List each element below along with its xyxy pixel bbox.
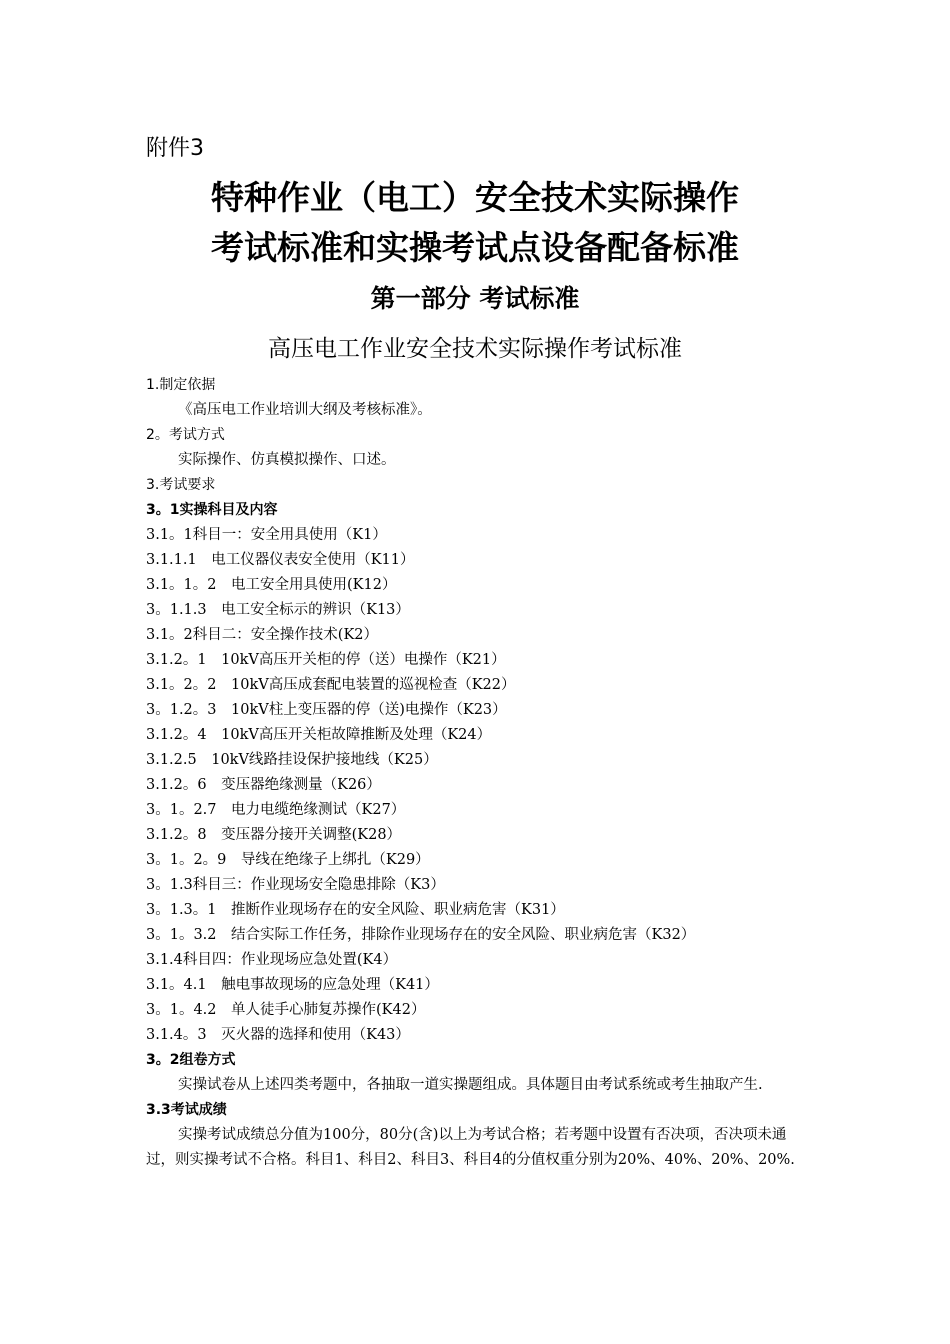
section-body-method: 实际操作、仿真模拟操作、口述。 [178, 452, 396, 468]
list-item: 3。1.1.3 电工安全标示的辨识（K13） [146, 602, 410, 618]
list-item: 3.1.4科目四：作业现场应急处置(K4） [146, 952, 398, 968]
list-item: 3。1.3科目三：作业现场安全隐患排除（K3） [146, 877, 445, 893]
list-item: 3.1.2.5 10kV线路挂设保护接地线（K25） [146, 752, 438, 768]
list-item: 3。1。4.2 单人徒手心肺复苏操作(K42） [146, 1002, 426, 1018]
list-item: 3.1.4。3 灭火器的选择和使用（K43） [146, 1027, 410, 1043]
list-item: 3.1.1.1 电工仪器仪表安全使用（K11） [146, 552, 415, 568]
document-body [146, 373, 806, 1173]
list-item: 3.1。2。2 10kV高压成套配电装置的巡视检查（K22） [146, 677, 516, 693]
paragraph-paper: 实操试卷从上述四类考题中，各抽取一道实操题组成。具体题目由考试系统或考生抽取产生. [178, 1077, 763, 1093]
subsection-heading-paper: 3。2组卷方式 [146, 1052, 236, 1068]
list-item: 3.1。1。2 电工安全用具使用(K12） [146, 577, 397, 593]
list-item: 3.1。1科目一：安全用具使用（K1） [146, 527, 387, 543]
list-item: 3。1.3。1 推断作业现场存在的安全风险、职业病危害（K31） [146, 902, 565, 918]
part-heading: 第一部分 考试标准 [370, 284, 580, 313]
standard-subtitle: 高压电工作业安全技术实际操作考试标准 [268, 336, 682, 362]
section-body-basis: 《高压电工作业培训大纲及考核标准》。 [178, 402, 432, 418]
paragraph-score: 实操考试成绩总分值为100分，80分(含)以上为考试合格；若考题中设置有否决项，否决项未通过，则实操考试不合格。科目1、科目2、科目3、科目4的分值权重分别为20%、40%、20%、20%. [146, 1127, 795, 1168]
attachment-label: 附件3 [146, 136, 204, 161]
document-title-line-2: 考试标准和实操考试点设备配备标准 [211, 228, 739, 267]
list-item: 3.1。4.1 触电事故现场的应急处理（K41） [146, 977, 439, 993]
list-item: 3.1.2。8 变压器分接开关调整(K28） [146, 827, 402, 843]
section-heading-requirements: 3.考试要求 [146, 477, 216, 493]
list-item: 3。1。3.2 结合实际工作任务，排除作业现场存在的安全风险、职业病危害（K32） [146, 927, 696, 943]
section-heading-basis: 1.制定依据 [146, 377, 216, 393]
section-heading-method: 2。考试方式 [146, 427, 225, 443]
document-title-line-1: 特种作业（电工）安全技术实际操作 [211, 178, 739, 217]
list-item: 3.1.2。4 10kV高压开关柜故障推断及处理（K24） [146, 727, 492, 743]
list-item: 3.1。2科目二：安全操作技术(K2） [146, 627, 378, 643]
list-item: 3.1.2。6 变压器绝缘测量（K26） [146, 777, 381, 793]
list-item: 3.1.2。1 10kV高压开关柜的停（送）电操作（K21） [146, 652, 506, 668]
subject-item-list [146, 523, 806, 1048]
subsection-heading-subjects: 3。1实操科目及内容 [146, 502, 278, 518]
list-item: 3。1。2.7 电力电缆绝缘测试（K27） [146, 802, 406, 818]
subsection-heading-score: 3.3考试成绩 [146, 1102, 227, 1118]
list-item: 3。1.2。3 10kV柱上变压器的停（送)电操作（K23） [146, 702, 507, 718]
list-item: 3。1。2。9 导线在绝缘子上绑扎（K29） [146, 852, 430, 868]
